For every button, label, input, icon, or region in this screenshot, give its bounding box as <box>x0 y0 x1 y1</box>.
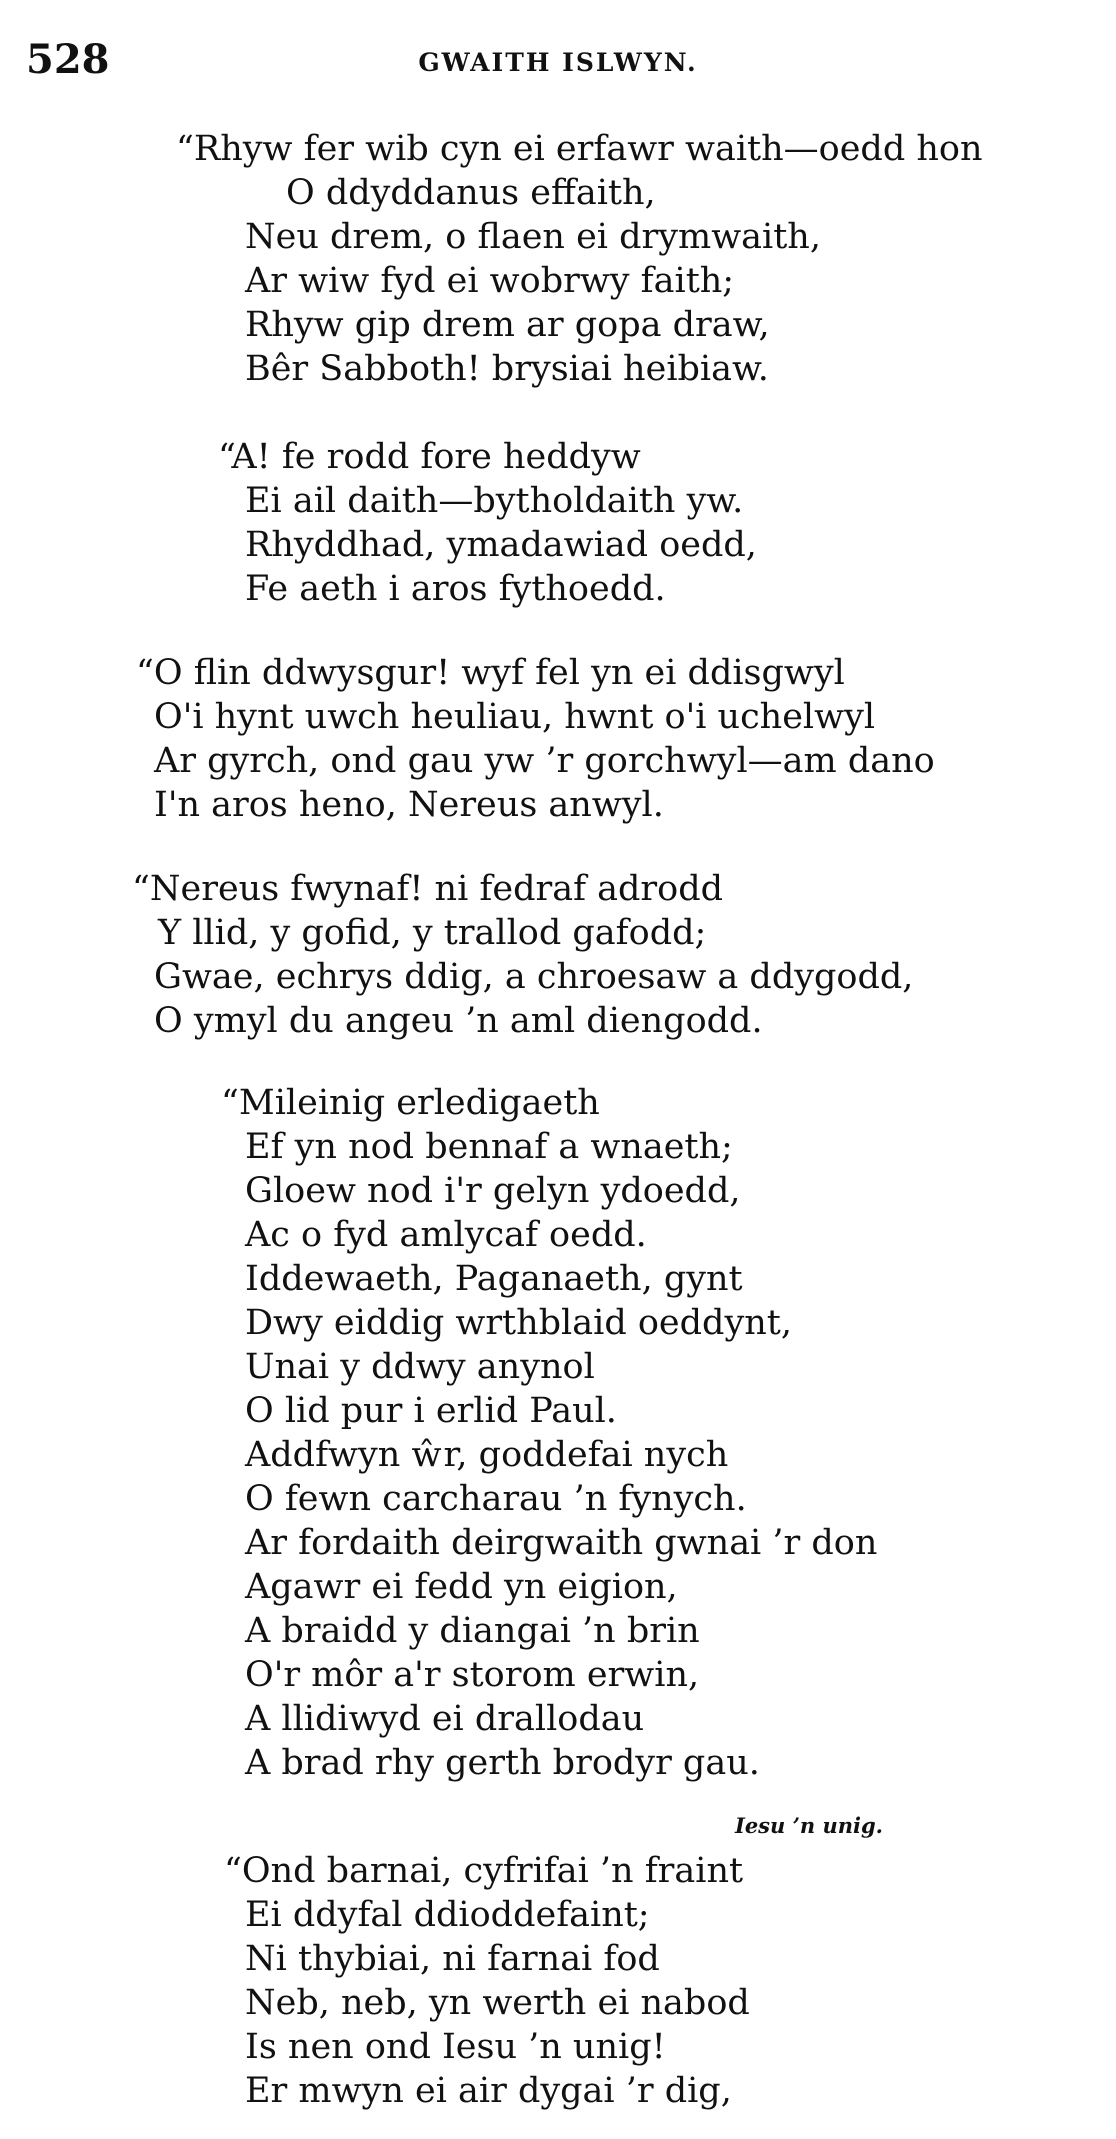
poem-line: Gwae, echrys ddig, a chroesaw a ddygodd, <box>154 957 914 997</box>
poem-line: Neu drem, o flaen ei drymwaith, <box>245 217 821 257</box>
poem-line: “Rhyw fer wib cyn ei erfawr waith—oedd hon <box>176 129 983 169</box>
poem-line: Ar fordaith deirgwaith gwnai ’r don <box>245 1523 878 1563</box>
poem-line: Dwy eiddig wrthblaid oeddynt, <box>245 1303 792 1343</box>
poem-line: Fe aeth i aros fythoedd. <box>245 569 666 609</box>
poem-line: O fewn carcharau ’n fynych. <box>245 1479 747 1519</box>
poem-line: A braidd y diangai ’n brin <box>245 1611 700 1651</box>
page-number: 528 <box>26 36 110 83</box>
poem-line: Ei ail daith—bytholdaith yw. <box>245 481 744 521</box>
poem-line: Ar wiw fyd ei wobrwy faith; <box>245 261 735 301</box>
poem-line: Unai y ddwy anynol <box>245 1347 595 1387</box>
poem-line: Ef yn nod bennaf a wnaeth; <box>245 1127 733 1167</box>
poem-line: A brad rhy gerth brodyr gau. <box>245 1743 760 1783</box>
poem-line: Ni thybiai, ni farnai fod <box>245 1939 660 1979</box>
poem-line: O'r môr a'r storom erwin, <box>245 1655 700 1695</box>
poem-line: Iddewaeth, Paganaeth, gynt <box>245 1259 743 1299</box>
side-note: Iesu ’n unig. <box>735 1813 883 1838</box>
poem-line: O ddyddanus effaith, <box>286 173 656 213</box>
poem-line: Gloew nod i'r gelyn ydoedd, <box>245 1171 741 1211</box>
poem-line: Ei ddyfal ddioddefaint; <box>245 1895 650 1935</box>
poem-line: Rhyddhad, ymadawiad oedd, <box>245 525 757 565</box>
poem-line: Rhyw gip drem ar gopa draw, <box>245 305 770 345</box>
poem-line: Agawr ei fedd yn eigion, <box>245 1567 678 1607</box>
poem-line: Addfwyn ŵr, goddefai nych <box>245 1435 729 1475</box>
poem-line: I'n aros heno, Nereus anwyl. <box>154 785 664 825</box>
page-header <box>0 36 1116 86</box>
poem-line: Bêr Sabboth! brysiai heibiaw. <box>245 349 769 389</box>
poem-line: “Mileinig erledigaeth <box>221 1083 600 1123</box>
poem-line: Y llid, y gofid, y trallod gafodd; <box>158 913 707 953</box>
poem-line: “Ond barnai, cyfrifai ’n fraint <box>224 1851 744 1891</box>
poem-line: “O flin ddwysgur! wyf fel yn ei ddisgwyl <box>136 653 845 693</box>
poem-line: Ar gyrch, ond gau yw ’r gorchwyl—am dano <box>154 741 935 781</box>
poem-line: Neb, neb, yn werth ei nabod <box>245 1983 750 2023</box>
poem-line: A llidiwyd ei drallodau <box>245 1699 645 1739</box>
poem-line: O'i hynt uwch heuliau, hwnt o'i uchelwyl <box>154 697 876 737</box>
poem-line: O ymyl du angeu ’n aml diengodd. <box>154 1001 763 1041</box>
poem-line: O lid pur i erlid Paul. <box>245 1391 617 1431</box>
poem-line: Ac o fyd amlycaf oedd. <box>245 1215 647 1255</box>
poem-line: “Nereus fwynaf! ni fedraf adrodd <box>132 869 724 909</box>
poem-line: Is nen ond Iesu ’n unig! <box>245 2027 666 2067</box>
running-title: GWAITH ISLWYN. <box>418 48 698 77</box>
poem-line: “A! fe rodd fore heddyw <box>218 437 641 477</box>
poem-line: Er mwyn ei air dygai ’r dig, <box>245 2071 732 2111</box>
